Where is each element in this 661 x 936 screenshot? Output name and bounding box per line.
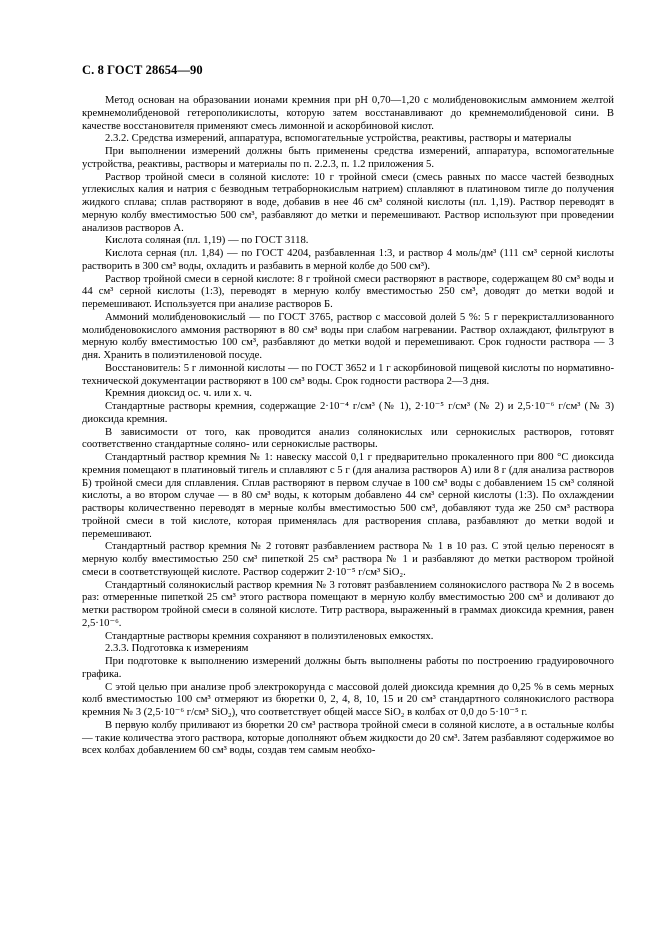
paragraph: Стандартный солянокислый раствор кремния № 3 готовят разбавлением солянокислого раствора № 2 в восемь раз: отмеренные пипеткой 25 см³ этого раствора помещают в мерную колбу вместимостью 200 см³ и доливают до метки раствором тройной смеси в соляной кислоте. Титр раствора, выраженный в граммах диоксида кремния, равен 2,5·10⁻⁶. [82, 579, 614, 629]
paragraph: Стандартный раствор кремния № 2 готовят разбавлением раствора № 1 в 10 раз. С этой целью переносят в мерную колбу вместимостью 250 см³ пипеткой 25 см³ раствора № 1 и разбавляют до метки раствором тройной смеси в соответствующей кислоте. Раствор содержит 2·10⁻⁵ г/см³ SiO₂. [82, 541, 614, 578]
paragraph: Кислота соляная (пл. 1,19) — по ГОСТ 3118. [105, 235, 309, 247]
paragraph: Аммоний молибденовокислый — по ГОСТ 3765, раствор с массовой долей 5 %: 5 г перекристаллизованного молибденовокислого аммония растворяют в 80 см³ воды при слабом нагревании. Раствор охлаждают, фильтруют в мерную колбу вместимостью 100 см³, разбавляют до метки водой и перемешивают. Срок годности раствора — 3 дня. Хранить в полиэтиленовой посуде. [82, 311, 614, 361]
paragraph: В зависимости от того, как проводится анализ солянокислых или сернокислых растворов, готовят соответственно стандартные соляно- или сернокислые растворы. [82, 426, 614, 451]
paragraph: Кислота серная (пл. 1,84) — по ГОСТ 4204, разбавленная 1:3, и раствор 4 моль/дм³ (111 см³ серной кислоты растворить в 300 см³ воды, охладить и разбавить в мерной колбе до 500 см³). [82, 248, 614, 272]
page-header: С. 8 ГОСТ 28654—90 [82, 63, 203, 77]
paragraph: При выполнении измерений должны быть применены средства измерений, аппаратура, вспомогательные устройства, реактивы, растворы и материалы по п. 2.2.3, п. 1.2 приложения 5. [82, 146, 614, 170]
section-heading: 2.3.3. Подготовка к измерениям [105, 643, 249, 655]
paragraph: Кремния диоксид ос. ч. или х. ч. [105, 388, 252, 400]
paragraph: Метод основан на образовании ионами кремния при рН 0,70—1,20 с молибденовокислым аммонием желтой кремнемолибденовой гетерополикислоты, которую затем восстанавливают до кремнемолибденовой сини. В качестве восстановителя применяют смесь лимонной и аскорбиновой кислот. [82, 95, 614, 132]
paragraph: Восстановитель: 5 г лимонной кислоты — по ГОСТ 3652 и 1 г аскорбиновой пищевой кислоты по нормативно-технической документации растворяют в 100 см³ воды. Срок годности раствора 2—3 дня. [82, 362, 614, 387]
paragraph: Стандартные растворы кремния, содержащие 2·10⁻⁴ г/см³ (№ 1), 2·10⁻⁵ г/см³ (№ 2) и 2,5·10⁻⁶ г/см³ (№ 3) диоксида кремния. [82, 401, 614, 425]
section-heading: 2.3.2. Средства измерений, аппаратура, вспомогательные устройства, реактивы, растворы и материалы [105, 133, 572, 145]
paragraph: С этой целью при анализе проб электрокорунда с массовой долей диоксида кремния до 0,25 % в семь мерных колб вместимостью 100 см³ отмеряют из бюретки 0, 2, 4, 8, 10, 15 и 20 см³ стандартного солянокислого раствора кремния № 3 (2,5·10⁻⁶ г/см³ SiO₂), что соответствует общей массе SiO₂ в колбах от 0,0 до 5·10⁻⁵ г. [82, 681, 614, 718]
paragraph: Стандартный раствор кремния № 1: навеску массой 0,1 г предварительно прокаленного при 800 °С диоксида кремния помещают в платиновый тигель и сплавляют с 5 г (для анализа растворов А) или 8 г (для анализа растворов Б) тройной смеси для сплавления. Сплав растворяют в первом случае в 100 см³ воды с добавлением 15 см³ соляной кислоты, а во втором случае — в 80 см³ воды, к которым добавлено 44 см³ серной кислоты (1:3). По охлаждении растворы количественно переводят в мерные колбы вместимостью 500 см³, добавляют туда же 250 см³ раствора тройной смеси в той кислоте, которая применялась для растворения сплава, разбавляют до метки водой и перемешивают. [82, 452, 614, 540]
paragraph: Стандартные растворы кремния сохраняют в полиэтиленовых емкостях. [105, 630, 434, 642]
paragraph: При подготовке к выполнению измерений должны быть выполнены работы по построению градуировочного графика. [82, 656, 614, 680]
paragraph: В первую колбу приливают из бюретки 20 см³ раствора тройной смеси в соляной кислоте, а в остальные колбы — такие количества этого раствора, которые дополняют объем жидкости до 20 см³. Затем разбавляют содержимое во всех колбах добавлением 60 см³ воды, создав тем самым необхо- [82, 719, 614, 757]
paragraph: Раствор тройной смеси в серной кислоте: 8 г тройной смеси растворяют в растворе, содержащем 80 см³ воды и 44 см³ серной кислоты (1:3), переводят в мерную колбу вместимостью 250 см³, доводят до метки водой и перемешивают. Используется при анализе растворов Б. [82, 273, 614, 310]
body-text [82, 95, 614, 758]
paragraph: Раствор тройной смеси в соляной кислоте: 10 г тройной смеси (смесь равных по массе частей безводных углекислых калия и натрия с безводным тетраборнокислым натрием) сплавляют в платиновом тигле до получения жидкого сплава; сплав растворяют в воде, добавив в нее 46 см³ соляной кислоты (пл. 1,19). Раствор переводят в мерную колбу вместимостью 500 см³, разбавляют до метки и перемешивают. Раствор используют при проведении анализов растворов А. [82, 171, 614, 234]
